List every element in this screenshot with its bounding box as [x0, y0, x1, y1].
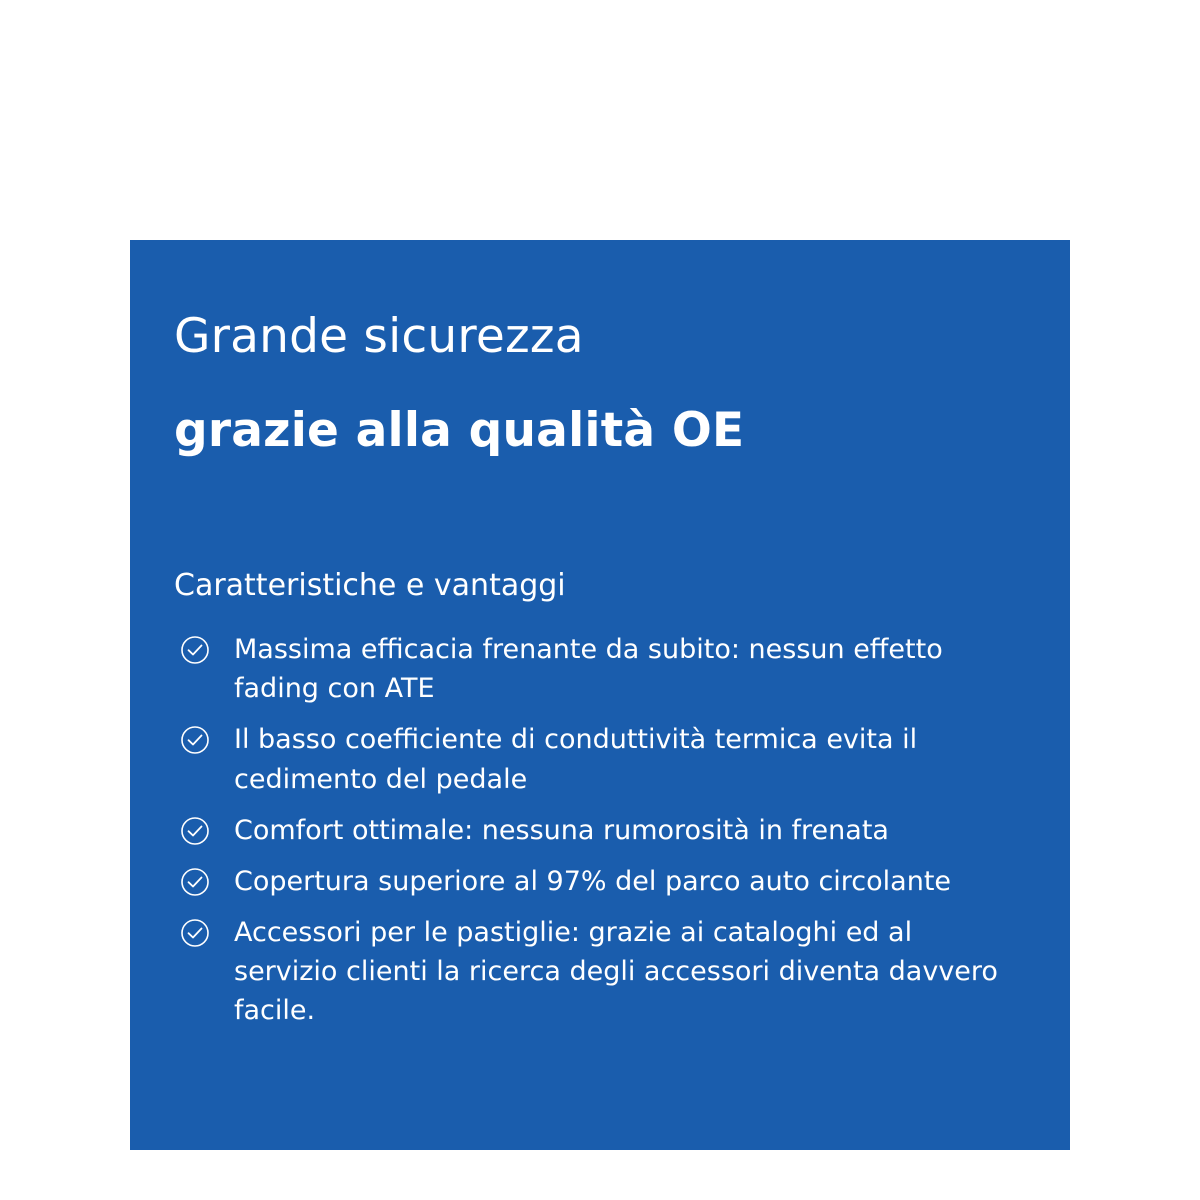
list-item: [174, 913, 1010, 1030]
check-circle-icon: [180, 918, 210, 948]
list-item: [174, 862, 1010, 901]
feature-text: Comfort ottimale: nessuna rumorosità in frenata: [234, 814, 889, 846]
section-subheading: Caratteristiche e vantaggi: [174, 568, 566, 604]
list-item: [174, 811, 1010, 850]
feature-list: [174, 630, 1010, 1030]
feature-text: Massima efficacia frenante da subito: nessun effetto fading con ATE: [234, 634, 943, 705]
check-circle-icon: [180, 816, 210, 846]
feature-text: Il basso coefficiente di conduttività termica evita il cedimento del pedale: [234, 724, 918, 795]
list-item: [174, 630, 1010, 708]
feature-text: Copertura superiore al 97% del parco auto circolante: [234, 865, 952, 897]
check-circle-icon: [180, 725, 210, 755]
check-circle-icon: [180, 867, 210, 897]
page-title-bold: grazie alla qualità OE: [174, 403, 745, 459]
page-title-light: Grande sicurezza: [174, 309, 584, 364]
feature-panel: [130, 240, 1070, 1150]
list-item: [174, 720, 1010, 798]
check-circle-icon: [180, 635, 210, 665]
feature-text: Accessori per le pastiglie: grazie ai cataloghi ed al servizio clienti la ricerca degli accessori diventa davvero facile.: [234, 916, 998, 1027]
